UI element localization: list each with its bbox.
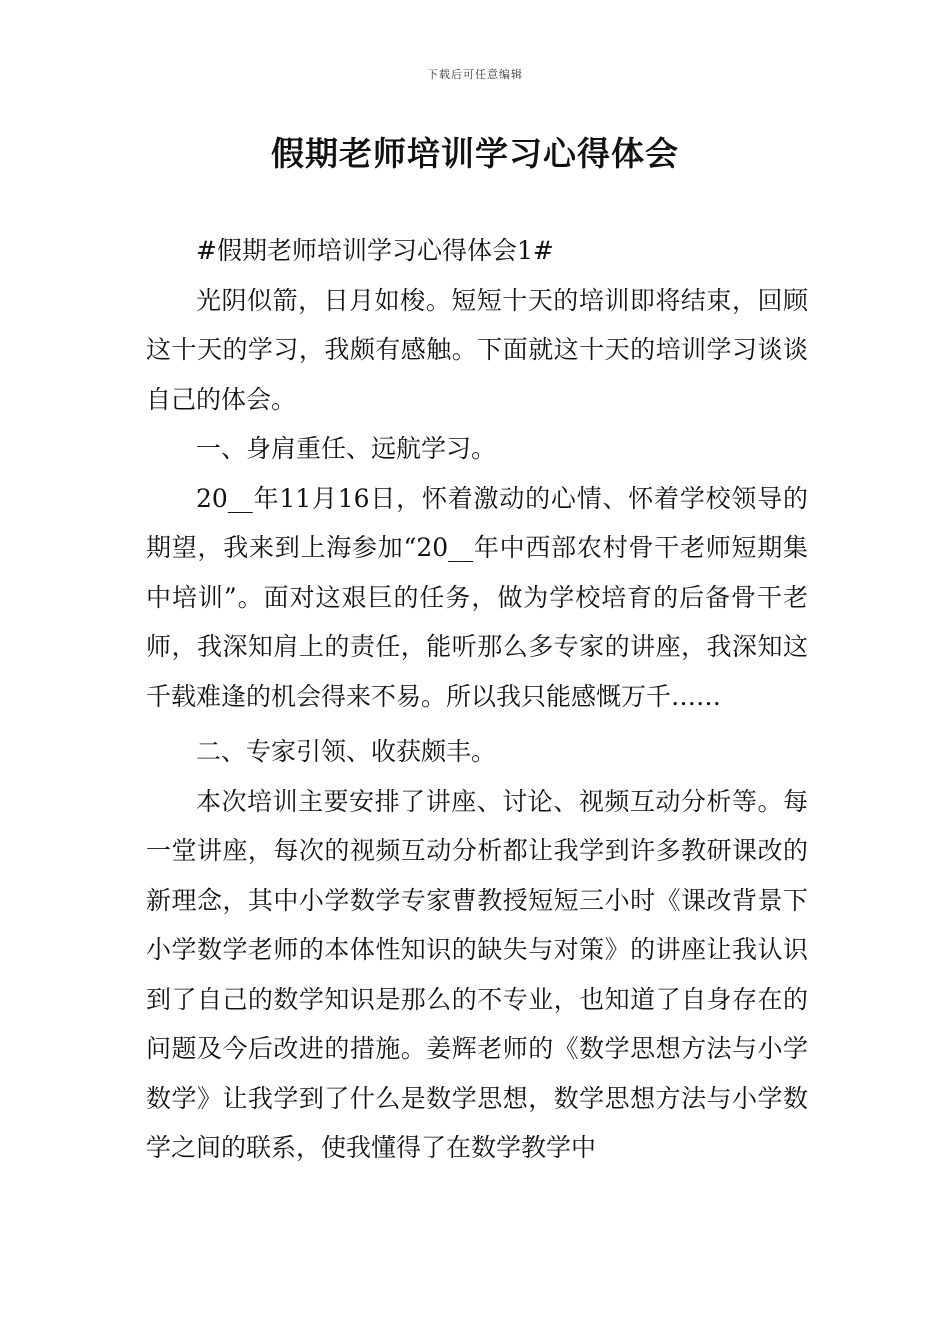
section-heading-1: #假期老师培训学习心得体会1#	[196, 236, 554, 265]
paragraph-2: 本次培训主要安排了讲座、讨论、视频互动分析等。每一堂讲座，每次的视频互动分析都让我学到许多教研课改的新理念，其中小学数学专家曹教授短短三小时《课改背景下小学数学老师的本体性知识的缺失与对策》的讲座让我认识到了自己的数学知识是那么的不专业，也知道了自身存在的问题及今后改进的措施。姜辉老师的《数学思想方法与小学数学》让我学到了什么是数学思想，数学思想方法与小学数学之间的联系，使我懂得了在数学教学中	[146, 786, 808, 1162]
header-note: 下载后可任意编辑	[427, 68, 523, 81]
paragraph-1: 20__年11月16日，怀着激动的心情、怀着学校领导的期望，我来到上海参加“20__年中西部农村骨干老师短期集中培训”。面对这艰巨的任务，做为学校培育的后备骨干老师，我深知肩上的责任，能听那么多专家的讲座，我深知这千载难逢的机会得来不易。所以我只能感慨万千……	[146, 483, 808, 711]
paragraph-intro: 光阴似箭，日月如梭。短短十天的培训即将结束，回顾这十天的学习，我颇有感触。下面就这十天的培训学习谈谈自己的体会。	[146, 285, 808, 414]
subheading-1: 一、身肩重任、远航学习。	[196, 434, 497, 463]
document-title: 假期老师培训学习心得体会	[271, 134, 679, 173]
document-body	[146, 226, 808, 1173]
subheading-2: 二、专家引领、收获颇丰。	[196, 737, 497, 766]
